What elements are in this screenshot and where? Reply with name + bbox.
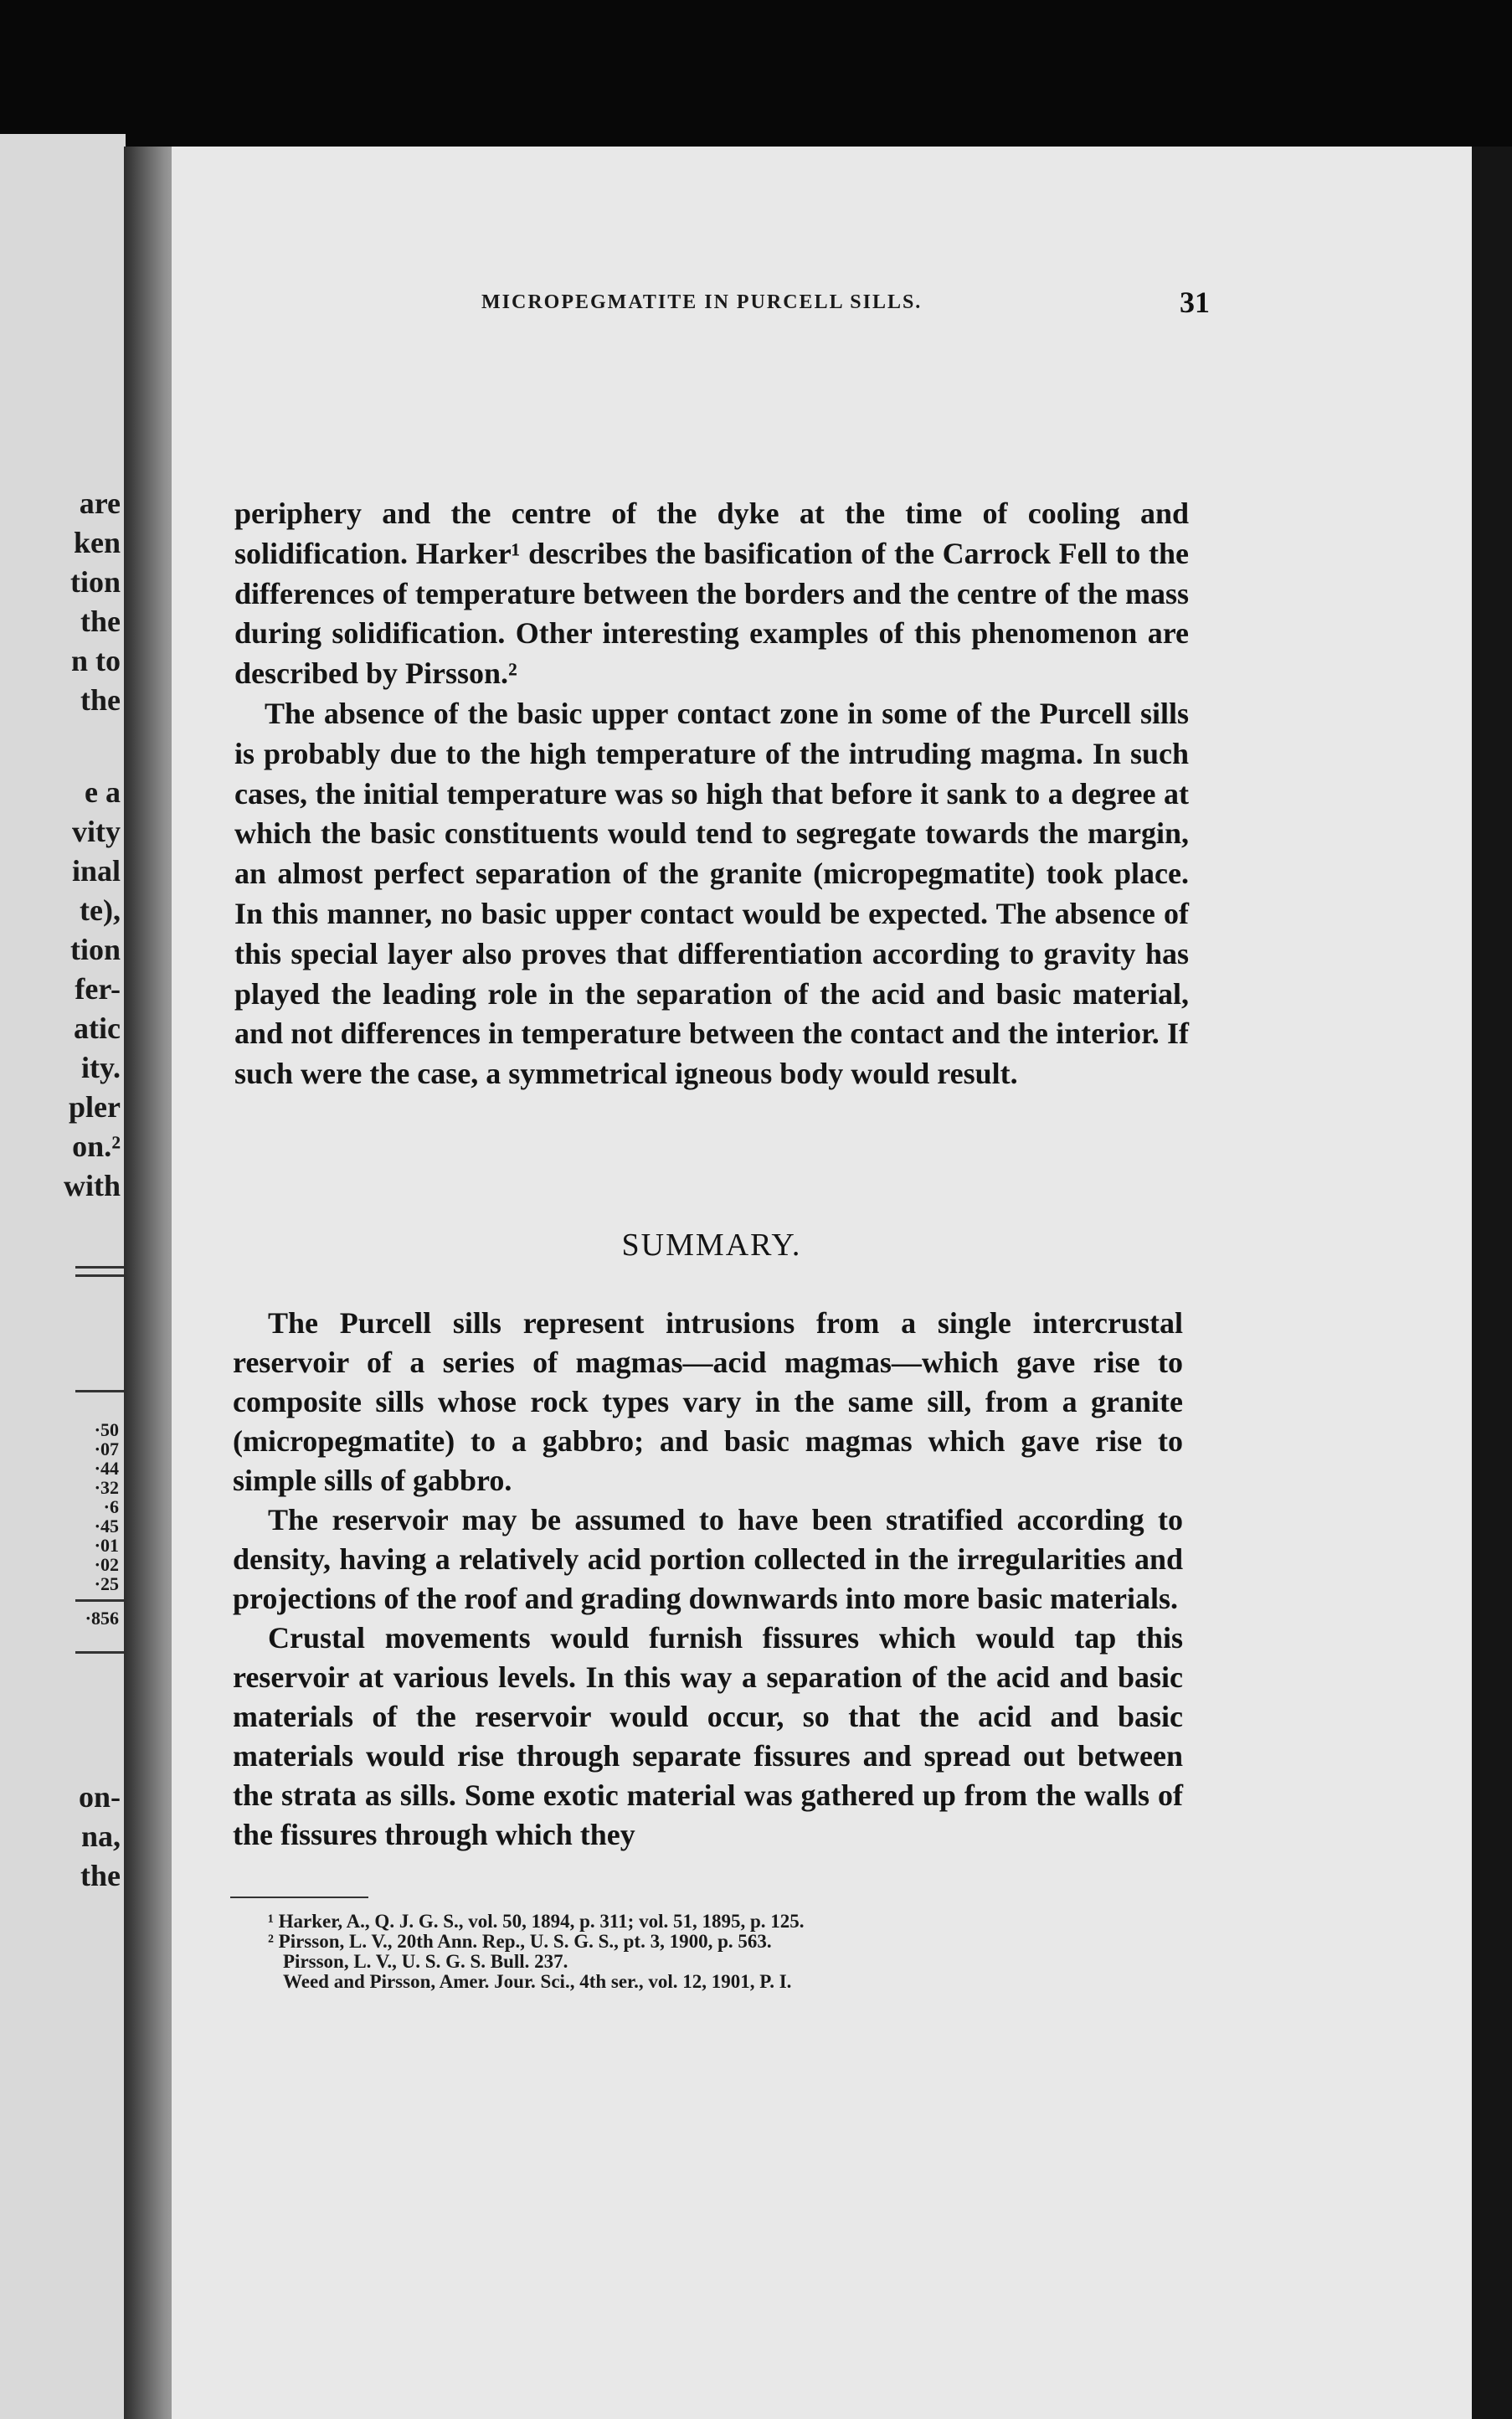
book-page [172, 147, 1473, 2419]
left-fragment-number: ·32 [94, 1477, 119, 1498]
paragraph: Crustal movements would furnish fissures which would tap this reservoir at various levels. In this way a separation of the acid and basic materials of the reservoir would occur, so that the acid and basic materials would rise through separate fissures and spread out between the strata as sills. Some exotic material was gathered up from the walls of the fissures through which they [233, 1621, 1183, 1851]
footnote-rule [230, 1897, 368, 1898]
left-fragment-word: the [80, 683, 121, 717]
left-fragment-word: ity. [80, 1051, 121, 1084]
page-number: 31 [1180, 286, 1210, 319]
left-fragment-word: tion [69, 565, 121, 599]
paragraph: The absence of the basic upper contact zone in some of the Purcell sills is probably due to the high temperature of the intruding magma. In such cases, the initial temperature was so high that before it sank to a degree at which the basic constituents would tend to segregate towards the margin, an almost perfect separation of the granite (micropegmatite) took place. In this manner, no basic upper contact would be expected. The absence of this special layer also proves that differentiation according to gravity has played the leading role in the separation of the acid and basic material, and not differences in temperature between the contact and the interior. If such were the case, a symmetrical igneous body would result. [234, 696, 1189, 1091]
summary-text [233, 1304, 1183, 1855]
left-fragment-rule [75, 1274, 126, 1277]
paragraph: periphery and the centre of the dyke at the time of cooling and solidification. Harker¹ describes the basification of the Carrock Fell to the differences of temperature between the borders and the centre of the mass during solidification. Other interesting examples of this phenomenon are described by Pirsson.² [234, 497, 1189, 691]
left-fragment-word: ken [73, 526, 121, 559]
left-fragment-word: te), [80, 893, 121, 927]
left-fragment-number: ·02 [94, 1554, 119, 1575]
paragraph: The Purcell sills represent intrusions from a single intercrustal reservoir of a series of magmas—acid magmas—which gave rise to composite sills whose rock types vary in the same sill, from a granite (micropegmatite) to a gabbro; and basic magmas which gave rise to simple sills of gabbro. [233, 1306, 1183, 1497]
section-heading: SUMMARY. [621, 1228, 802, 1263]
body-text-top [234, 494, 1189, 1094]
left-fragment-number: ·45 [94, 1516, 119, 1536]
footnote: Pirsson, L. V., U. S. G. S. Bull. 237. [283, 1951, 568, 1972]
left-fragment-word: are [79, 486, 121, 520]
left-fragment-number: ·25 [94, 1573, 119, 1594]
scan-background-right [1472, 147, 1512, 2419]
left-fragment-rule [75, 1599, 126, 1602]
left-fragment-word: vity [72, 815, 121, 848]
left-fragment-number: ·07 [94, 1439, 119, 1459]
left-fragment-number: ·856 [85, 1608, 119, 1629]
left-fragment-word: fer- [75, 972, 121, 1006]
scan-background-top [0, 0, 1512, 151]
running-title: MICROPEGMATITE IN PURCELL SILLS. [481, 291, 923, 313]
left-fragment-word: with [63, 1169, 121, 1202]
footnote: Weed and Pirsson, Amer. Jour. Sci., 4th ser., vol. 12, 1901, P. I. [283, 1971, 792, 1992]
left-fragment-word: pler [69, 1090, 121, 1124]
footnote: ² Pirsson, L. V., 20th Ann. Rep., U. S. G. S., pt. 3, 1900, p. 563. [268, 1931, 772, 1952]
left-fragment-number: ·44 [94, 1458, 119, 1479]
left-fragment-word: na, [80, 1819, 121, 1853]
left-fragment-number: ·50 [94, 1419, 119, 1440]
left-fragment-word: n to [70, 644, 121, 677]
facing-page-fragment [0, 134, 126, 2419]
left-fragment-word: on- [78, 1780, 121, 1814]
left-fragment-number: ·01 [94, 1535, 119, 1556]
left-fragment-word: on.² [72, 1130, 121, 1163]
left-fragment-rule [75, 1651, 126, 1654]
left-fragment-word: tion [69, 933, 121, 966]
left-fragment-rule [75, 1266, 126, 1269]
left-fragment-word: atic [74, 1011, 121, 1045]
paragraph: The reservoir may be assumed to have been stratified according to density, having a relatively acid portion collected in the irregularities and projections of the roof and grading downwards into more basic materials. [233, 1503, 1183, 1615]
left-fragment-word: the [80, 1859, 121, 1892]
running-head [314, 285, 1210, 318]
footnote: ¹ Harker, A., Q. J. G. S., vol. 50, 1894, p. 311; vol. 51, 1895, p. 125. [268, 1911, 805, 1932]
left-fragment-word: e a [85, 775, 121, 809]
left-fragment-word: the [80, 605, 121, 638]
left-fragment-rule [75, 1390, 126, 1392]
left-fragment-number: ·6 [103, 1496, 119, 1517]
left-fragment-word: inal [71, 854, 121, 888]
footnotes [268, 1912, 1105, 1992]
